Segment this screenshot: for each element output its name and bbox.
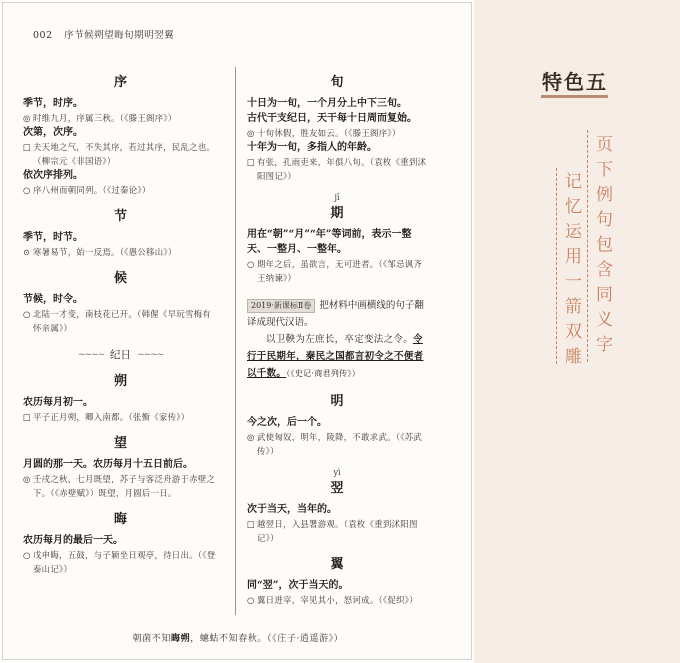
example-text: 平子正月朔，卿入南都。（张衡《家传》）: [33, 412, 190, 422]
example-sentence: [23, 307, 218, 335]
feature-title-underline: [541, 95, 608, 98]
footer-text-after: ，蟪蛄不知春秋。（《庄子·逍遥游》）: [190, 634, 344, 644]
entry-title: 明: [330, 394, 344, 409]
page-header: [33, 27, 174, 41]
example-mark-icon: □: [247, 157, 256, 167]
exam-quote-plain: 以卫鞅为左庶长，卒定变法之令。: [266, 334, 414, 345]
entry-title: 望: [113, 436, 127, 451]
entry-title: 翌: [330, 481, 344, 496]
footer-text-bold: 晦朔: [171, 634, 191, 644]
example-sentence: [247, 257, 427, 285]
definition: 次第，次序。: [23, 127, 83, 138]
example-mark-icon: ◎: [23, 113, 31, 123]
example-text: 壬戌之秋，七月既望，苏子与客泛舟游于赤壁之下。（《赤壁赋》）既望，月圆后一日。: [33, 474, 216, 498]
example-mark-icon: ◎: [247, 128, 255, 138]
example-sentence: [23, 111, 218, 125]
feature-title: 特色五: [542, 70, 608, 94]
example-text: 武使匈奴，明年，陵降，不敢求武。（《苏武传》）: [257, 432, 423, 456]
example-mark-icon: ○: [247, 595, 255, 605]
example-sentence: [23, 472, 218, 500]
example-sentence: [23, 245, 218, 259]
definition: 古代干支纪日，天干每十日周而复始。: [247, 113, 417, 124]
entry-pinyin: yì: [333, 468, 341, 477]
example-mark-icon: ○: [23, 550, 31, 560]
definition: 十日为一旬，一个月分上中下三旬。: [247, 98, 407, 109]
example-text: 戊申晦，五鼓，与子颖坐日观亭，待日出。（《登泰山记》）: [33, 550, 216, 574]
definition: 用在“朝”“月”“年”等词前，表示一整天、一整月、一整年。: [247, 229, 412, 255]
definition: 今之次，后一个。: [247, 417, 327, 428]
section-heading-text: 纪日: [110, 349, 131, 361]
example-text: 十旬休假，胜友如云。（《滕王阁序》）: [257, 128, 401, 138]
definition: 十年为一旬，多指人的年龄。: [247, 142, 377, 153]
example-sentence: [23, 140, 218, 168]
example-sentence: [23, 548, 218, 576]
entry-title: 旬: [330, 75, 344, 90]
definition: 农历每月的最后一天。: [23, 535, 123, 546]
dashed-line-1: [587, 130, 588, 362]
example-text: 有张，孔雨吏来，年俱八旬。（袁枚《重到沭阳图记》）: [257, 157, 427, 181]
entry-title: 序: [113, 75, 127, 90]
example-sentence: [23, 410, 218, 424]
book-page: [2, 2, 472, 660]
entry-title: 朔: [113, 374, 127, 389]
example-text: 寒暑易节，始一反焉。（《愚公移山》）: [33, 247, 177, 257]
definition: 依次序排列。: [23, 170, 83, 181]
definition: 月圆的那一天。农历每月十五日前后。: [23, 459, 193, 470]
exam-source: （《史记·商君列传》）: [286, 369, 361, 378]
example-sentence: [247, 155, 427, 183]
example-text: 北陆一才变，南枝花已开。（韩偓《早玩雪梅有怀亲属》）: [33, 309, 211, 333]
feature-line-2: 记忆运用一箭双雕: [561, 172, 581, 372]
exam-prompt: 把材料中画横线的句子翻译成现代汉语。: [247, 300, 424, 328]
entry-title: 翼: [330, 557, 344, 572]
example-mark-icon: □: [23, 412, 32, 422]
left-column: [23, 63, 218, 576]
dashed-line-2: [556, 168, 557, 364]
example-text: 翼日进宰，宰见其小，怒诃成。（《促织》）: [257, 595, 418, 605]
example-mark-icon: ◎: [247, 432, 255, 442]
example-text: 越翌日，入县署游观。（袁枚《重到沭阳图记》）: [257, 519, 418, 543]
example-mark-icon: ◎: [23, 474, 31, 484]
definition: 次于当天，当年的。: [247, 504, 337, 515]
section-heading-jiri: [23, 347, 218, 362]
definition: 节候，时令。: [23, 294, 83, 305]
example-sentence: [247, 430, 427, 458]
example-mark-icon: ○: [23, 309, 31, 319]
example-text: 期年之后，虽欲言，无可进者。（《邹忌讽齐王纳谏》）: [257, 259, 423, 283]
footer-text-before: 朝菌不知: [132, 634, 172, 644]
example-sentence: [247, 593, 427, 607]
entry-title: 候: [113, 271, 127, 286]
feature-line-1: 页下例句包含同义字: [592, 135, 612, 360]
heading-decor-left: ~~~~: [77, 349, 104, 360]
example-mark-icon: ○: [247, 259, 255, 269]
entry-title: 节: [113, 209, 127, 224]
definition: 农历每月初一。: [23, 397, 93, 408]
exam-question: [247, 297, 427, 382]
definition: 季节，时序。: [23, 98, 83, 109]
example-text: 夫天地之气，不失其序，若过其序，民乱之也。（柳宗元《非国语》）: [33, 142, 216, 166]
right-column: [247, 63, 427, 607]
example-mark-icon: ○: [23, 185, 31, 195]
example-sentence: [23, 183, 218, 197]
example-mark-icon: ⊙: [23, 247, 31, 257]
definition: 季节，时节。: [23, 232, 83, 243]
exam-quote-underlined: 令行于民期年，秦民之国都言初令之不便者以千数。: [247, 334, 424, 379]
header-title: 序节候朔望晦旬期明翌翼: [64, 30, 175, 41]
entry-pinyin: jī: [334, 193, 340, 202]
definition: 同“翌”，次于当天的。: [247, 580, 349, 591]
footer-quote: [3, 631, 473, 644]
exam-tag: 2019·新课标Ⅱ卷: [247, 299, 315, 313]
heading-decor-right: ~~~~: [137, 349, 164, 360]
page-number: 002: [33, 30, 53, 41]
example-sentence: [247, 517, 427, 545]
example-mark-icon: □: [23, 142, 32, 152]
example-mark-icon: □: [247, 519, 256, 529]
example-sentence: [247, 126, 427, 140]
entry-title: 期: [330, 206, 344, 221]
exam-quote: [247, 331, 427, 382]
example-text: 时维九月，序属三秋。（《滕王阁序》）: [33, 113, 177, 123]
example-text: 序八州而朝同列。（《过秦论》）: [33, 185, 151, 195]
column-divider: [235, 67, 236, 615]
entry-title: 晦: [113, 512, 127, 527]
